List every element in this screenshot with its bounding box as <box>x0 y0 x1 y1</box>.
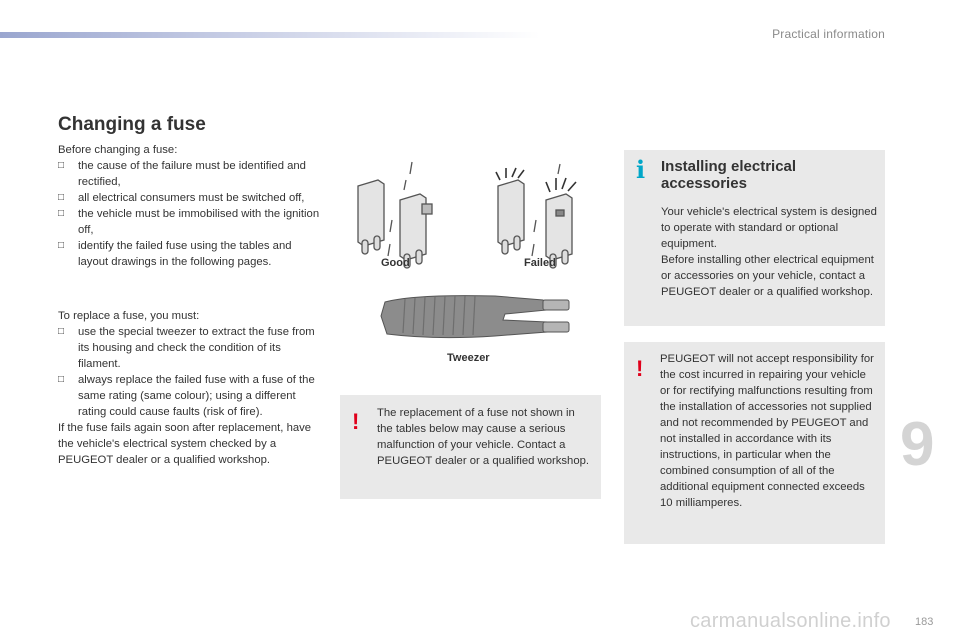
tweezer-label: Tweezer <box>447 352 490 364</box>
list-item: □ identify the failed fuse using the tables and layout drawings in the following pages. <box>58 238 320 270</box>
header-gradient-bar <box>0 32 540 38</box>
list-item: □ the vehicle must be immobilised with the ignition off, <box>58 206 320 238</box>
info-icon: i <box>636 155 646 184</box>
page-number: 183 <box>915 616 934 628</box>
info-heading: Installing electrical accessories <box>661 158 797 192</box>
list-item: □ all electrical consumers must be switched off, <box>58 190 320 206</box>
warning-box-fuse <box>340 395 601 499</box>
warning-icon: ! <box>636 356 644 381</box>
before-intro: Before changing a fuse: <box>58 144 178 156</box>
before-list <box>58 158 320 270</box>
good-fuse-icon <box>358 162 432 268</box>
failed-fuse-icon <box>496 164 576 268</box>
page-title: Changing a fuse <box>58 114 206 135</box>
list-item: □ the cause of the failure must be identified and rectified, <box>58 158 320 190</box>
chapter-number: 9 <box>900 410 935 479</box>
list-item: □ always replace the failed fuse with a fuse of the same rating (same colour); using a different rating could cause faults (risk of fire). <box>58 372 320 420</box>
replace-list <box>58 324 320 420</box>
warning-text: PEUGEOT will not accept responsibility for the cost incurred in repairing your vehicle or for rectifying malfunctions resulting from the installation of accessories not supplied and not recommended by PEUGEOT and not installed in accordance with its instructions, in particular when the combined consumption of all of the additional equipment connected exceeds 10 milliamperes. <box>660 353 874 509</box>
section-title: Practical information <box>772 27 885 41</box>
warning-box-accessories <box>624 342 885 544</box>
fuse-illustration <box>350 160 580 290</box>
list-item: □ use the special tweezer to extract the fuse from its housing and check the condition of its filament. <box>58 324 320 372</box>
replace-outro: If the fuse fails again soon after replacement, have the vehicle's electrical system checked by a PEUGEOT dealer or a qualified workshop. <box>58 422 312 466</box>
info-body-2: Before installing other electrical equipment or accessories on your vehicle, contact a PEUGEOT dealer or a qualified workshop. <box>661 254 874 298</box>
info-box-accessories <box>624 150 885 326</box>
warning-icon: ! <box>352 409 360 434</box>
good-label: Good <box>381 257 410 269</box>
replace-intro: To replace a fuse, you must: <box>58 310 200 322</box>
warning-text: The replacement of a fuse not shown in the tables below may cause a serious malfunction of your vehicle. Contact a PEUGEOT dealer or a qualified workshop. <box>377 407 590 467</box>
info-body: Your vehicle's electrical system is designed to operate with standard or optional equipment. <box>661 206 877 250</box>
failed-label: Failed <box>524 257 556 269</box>
watermark: carmanualsonline.info <box>690 610 891 632</box>
instructions-column <box>58 142 320 468</box>
tweezer-icon <box>375 286 575 346</box>
